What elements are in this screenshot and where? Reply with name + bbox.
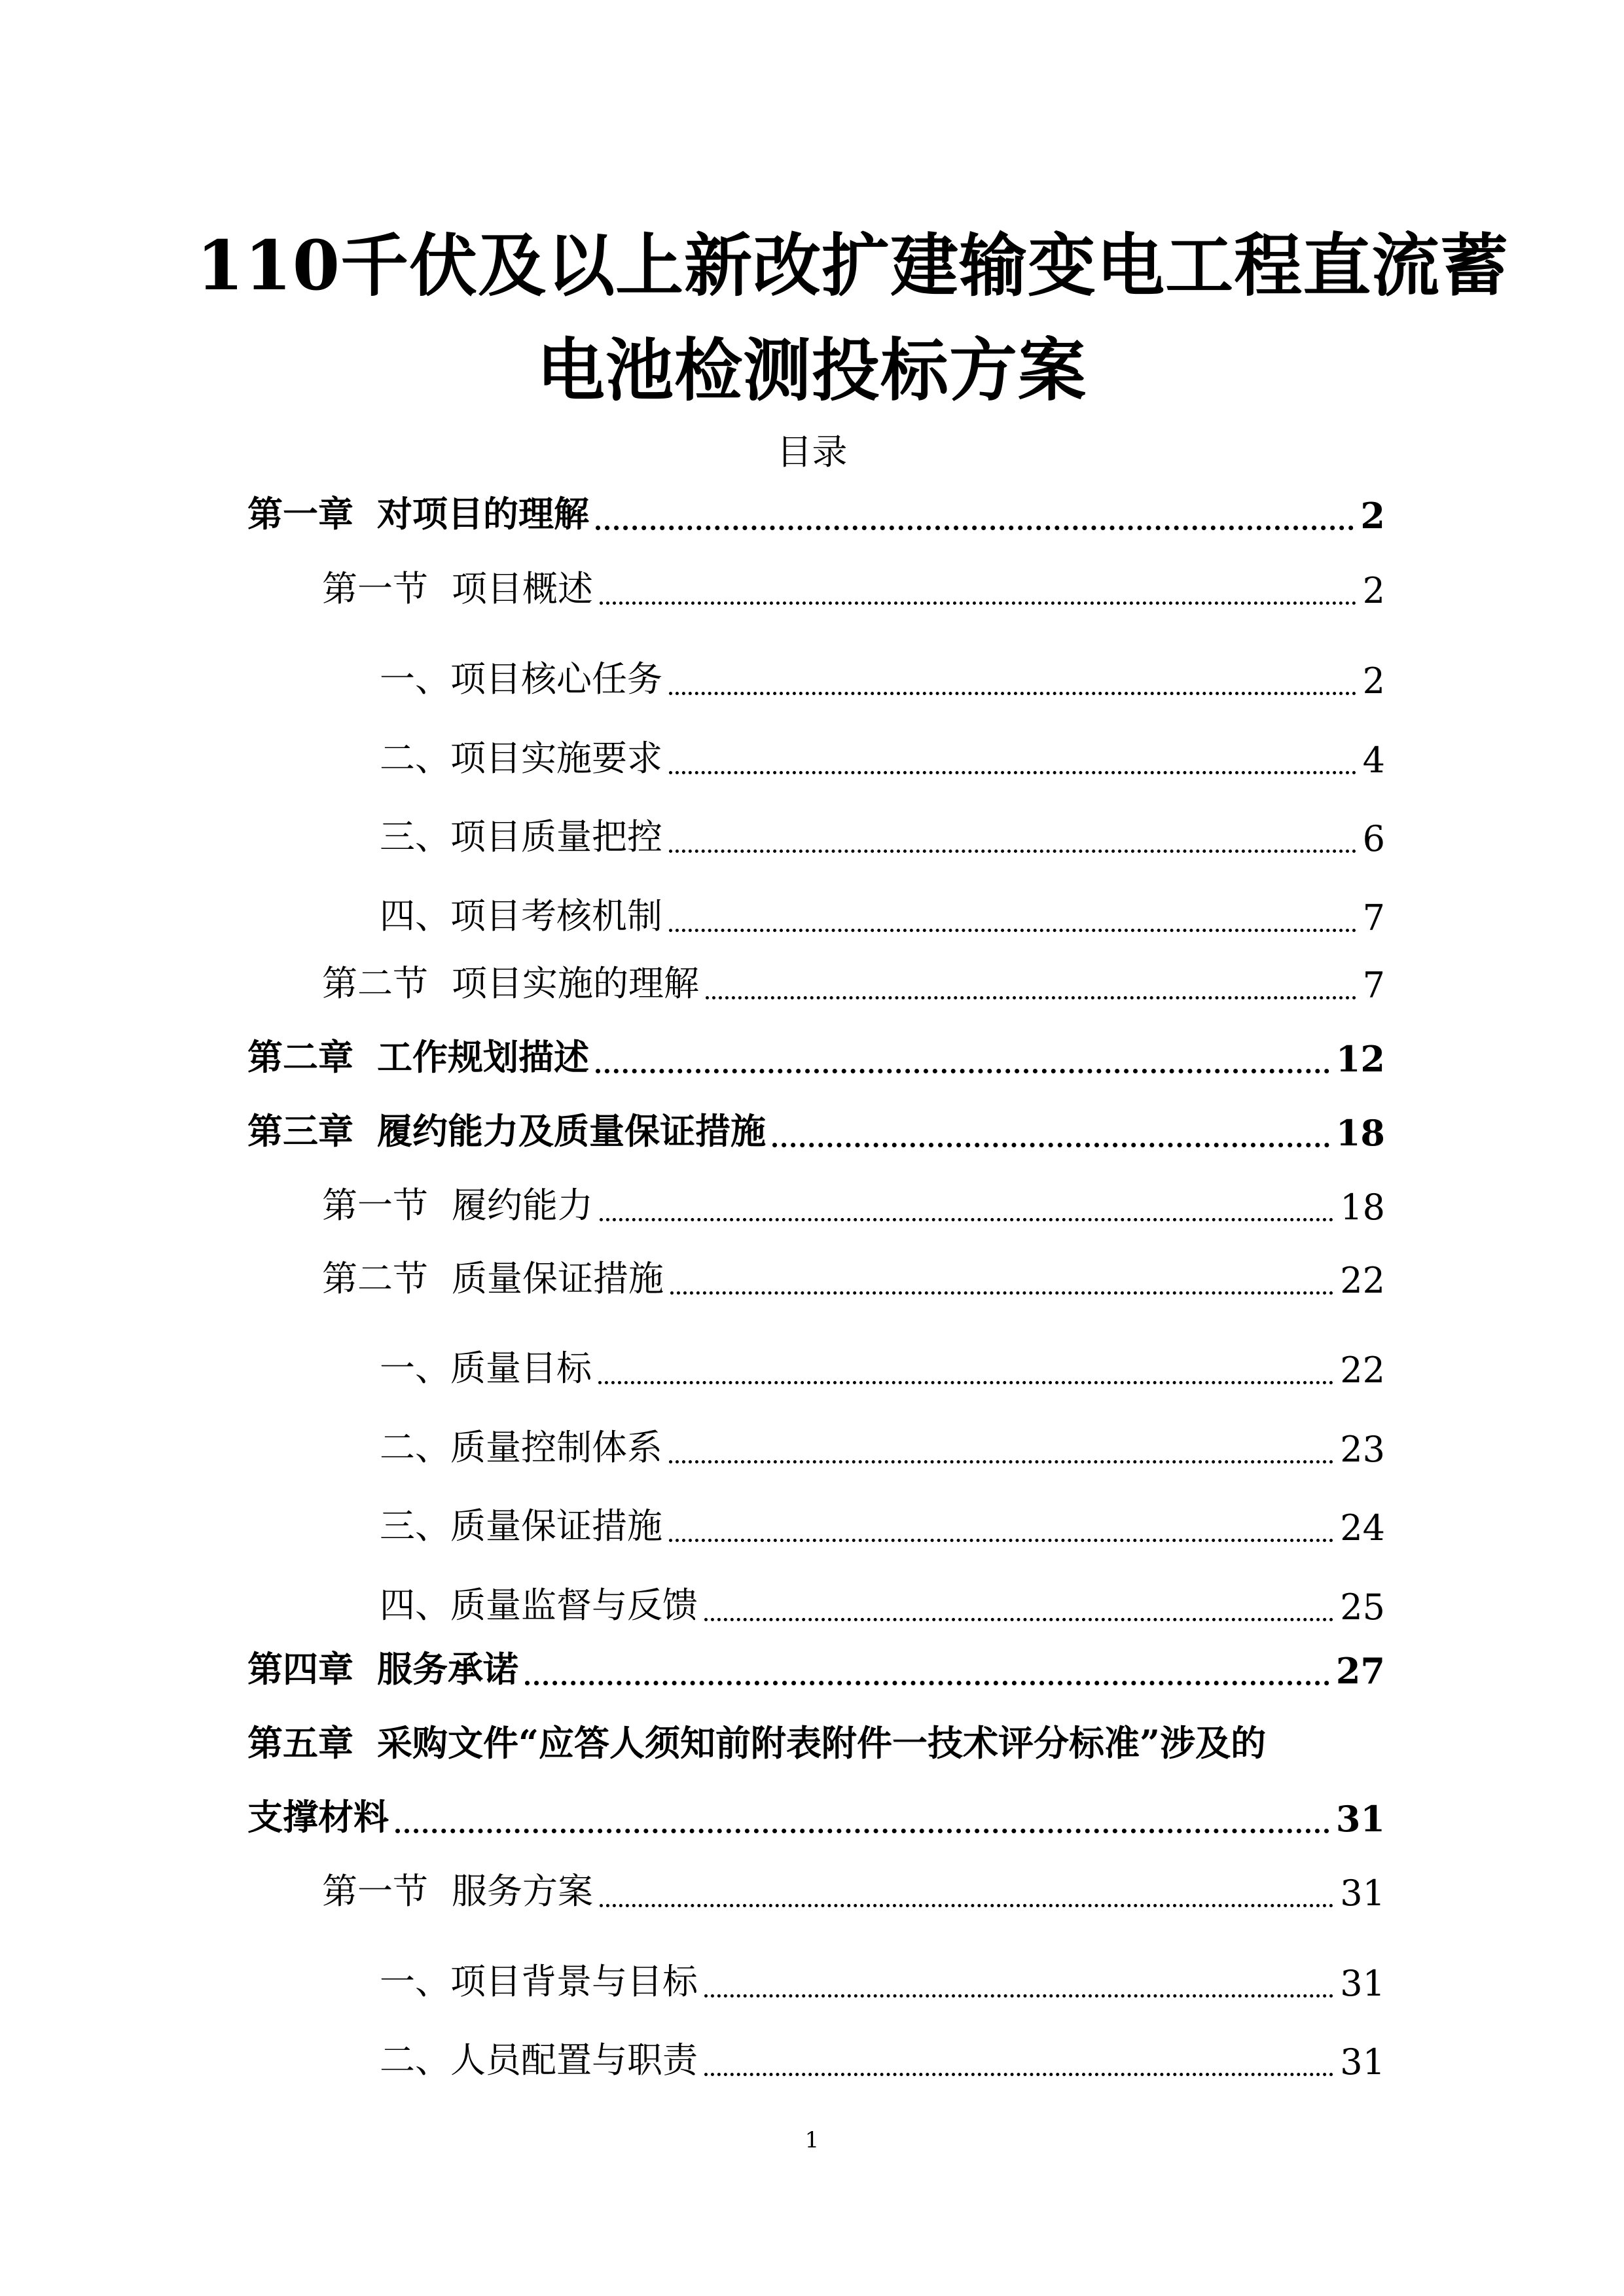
toc-entry-text: 一、项目核心任务 <box>380 658 662 700</box>
toc-entry-section[interactable] <box>247 959 1385 1006</box>
toc-leader-dots <box>600 601 1356 605</box>
toc-entry-subsection[interactable] <box>247 1957 1385 2004</box>
toc-leader-dots <box>704 2073 1333 2076</box>
toc-entry-text: 服务承诺 <box>377 1648 518 1690</box>
toc-entry-subsection[interactable] <box>247 734 1385 781</box>
toc-entry-text: 四、项目考核机制 <box>380 895 662 937</box>
toc-entry-text: 一、项目背景与目标 <box>380 1961 698 2002</box>
toc-entry-page: 23 <box>1340 1429 1385 1470</box>
toc-entry-subsection[interactable] <box>247 1423 1385 1470</box>
toc-entry-prefix: 第四章 <box>247 1648 353 1690</box>
toc-leader-dots <box>598 1381 1333 1384</box>
toc-leader-dots <box>669 1460 1333 1463</box>
toc-leader-dots <box>704 1994 1333 1998</box>
toc-entry-page: 27 <box>1335 1650 1385 1692</box>
toc-entry-text: 一、质量目标 <box>380 1348 592 1389</box>
toc-entry-section[interactable] <box>247 1867 1385 1914</box>
toc-entry-chapter-2[interactable] <box>247 1033 1385 1080</box>
toc-entry-page: 31 <box>1335 1798 1385 1840</box>
toc-leader-dots <box>669 1539 1333 1542</box>
toc-entry-page: 31 <box>1340 1963 1385 2004</box>
toc-entry-subsection[interactable] <box>247 812 1385 859</box>
toc-entry-text: 支撑材料 <box>247 1796 389 1838</box>
toc-entry-text: 项目概述 <box>452 568 593 609</box>
toc-entry-chapter-3[interactable] <box>247 1107 1385 1154</box>
toc-entry-text: 三、项目质量把控 <box>380 816 662 857</box>
toc-entry-page: 22 <box>1340 1350 1385 1391</box>
page-number: 1 <box>804 2127 820 2153</box>
document-title-line-2: 电池检测投标方案 <box>536 330 1087 410</box>
toc-entry-text: 工作规划描述 <box>377 1036 589 1078</box>
toc-entry-text: 采购文件“应答人须知前附表附件一技术评分标准”涉及的 <box>377 1722 1267 1764</box>
toc-leader-dots <box>600 1218 1333 1221</box>
toc-leader-dots <box>706 996 1356 999</box>
toc-entry-text: 对项目的理解 <box>377 493 589 535</box>
toc-leader-dots <box>669 771 1356 774</box>
toc-entry-prefix: 第一节 <box>322 1185 428 1226</box>
toc-heading: 目录 <box>776 431 848 473</box>
toc-entry-text: 履约能力 <box>452 1185 593 1226</box>
toc-entry-section[interactable] <box>247 1181 1385 1228</box>
toc-entry-text: 履约能力及质量保证措施 <box>377 1110 766 1152</box>
toc-entry-prefix: 第一章 <box>247 493 353 535</box>
toc-entry-subsection[interactable] <box>247 655 1385 702</box>
toc-entry-page: 7 <box>1362 965 1385 1006</box>
toc-entry-page: 7 <box>1362 897 1385 939</box>
toc-entry-chapter-1[interactable] <box>247 490 1385 537</box>
toc-leader-dots <box>772 1143 1329 1147</box>
toc-entry-page: 4 <box>1362 740 1385 781</box>
toc-leader-dots <box>596 526 1354 530</box>
toc-entry-page: 2 <box>1360 495 1385 537</box>
toc-leader-dots <box>600 1904 1333 1907</box>
toc-entry-text: 二、人员配置与职责 <box>380 2039 698 2081</box>
toc-entry-section[interactable] <box>247 564 1385 611</box>
toc-entry-text: 质量保证措施 <box>452 1258 664 1299</box>
toc-entry-page: 2 <box>1362 570 1385 611</box>
toc-entry-chapter-4[interactable] <box>247 1645 1385 1692</box>
toc-entry-prefix: 第一节 <box>322 568 428 609</box>
toc-leader-dots <box>395 1829 1329 1833</box>
document-title-line-1: 110千伏及以上新改扩建输变电工程直流蓄 <box>196 225 1509 306</box>
toc-leader-dots <box>669 929 1356 932</box>
toc-entry-page: 22 <box>1340 1260 1385 1301</box>
toc-entry-subsection[interactable] <box>247 1581 1385 1628</box>
toc-leader-dots <box>670 1291 1333 1295</box>
toc-entry-subsection[interactable] <box>247 1501 1385 1549</box>
toc-entry-text: 二、项目实施要求 <box>380 738 662 779</box>
toc-entry-subsection[interactable] <box>247 891 1385 939</box>
toc-entry-page: 18 <box>1335 1112 1385 1154</box>
toc-entry-prefix: 第一节 <box>322 1871 428 1912</box>
toc-entry-text: 四、质量监督与反馈 <box>380 1585 698 1626</box>
toc-entry-chapter-5-line-1[interactable] <box>247 1719 1385 1766</box>
toc-entry-page: 12 <box>1335 1038 1385 1080</box>
toc-leader-dots <box>704 1618 1333 1621</box>
toc-entry-prefix: 第二章 <box>247 1036 353 1078</box>
toc-entry-chapter-5-line-2[interactable] <box>247 1793 1385 1840</box>
toc-leader-dots <box>669 850 1356 853</box>
toc-entry-prefix: 第二节 <box>322 963 428 1004</box>
toc-entry-page: 31 <box>1340 1873 1385 1914</box>
toc-leader-dots <box>669 692 1356 695</box>
toc-entry-subsection[interactable] <box>247 2036 1385 2083</box>
toc-leader-dots <box>525 1681 1329 1685</box>
toc-entry-subsection[interactable] <box>247 1344 1385 1391</box>
toc-entry-page: 31 <box>1340 2041 1385 2083</box>
toc-entry-text: 项目实施的理解 <box>452 963 699 1004</box>
toc-entry-text: 三、质量保证措施 <box>380 1505 662 1547</box>
toc-entry-prefix: 第三章 <box>247 1110 353 1152</box>
toc-entry-text: 二、质量控制体系 <box>380 1427 662 1468</box>
toc-entry-text: 服务方案 <box>452 1871 593 1912</box>
toc-entry-section[interactable] <box>247 1254 1385 1301</box>
toc-entry-prefix: 第二节 <box>322 1258 428 1299</box>
toc-entry-page: 24 <box>1340 1507 1385 1549</box>
toc-entry-prefix: 第五章 <box>247 1722 353 1764</box>
toc-entry-page: 18 <box>1340 1187 1385 1228</box>
toc-leader-dots <box>596 1069 1329 1073</box>
toc-entry-page: 25 <box>1340 1587 1385 1628</box>
toc-entry-page: 6 <box>1362 818 1385 859</box>
toc-entry-page: 2 <box>1362 660 1385 702</box>
